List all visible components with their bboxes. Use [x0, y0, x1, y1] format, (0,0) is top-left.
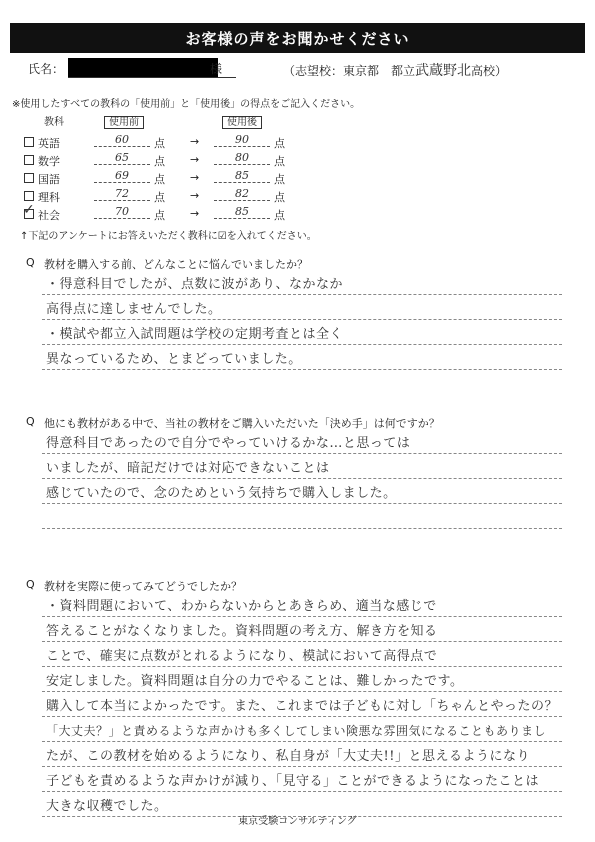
unit-label: 点: [154, 209, 165, 222]
answer-line: [42, 717, 562, 742]
answer-text: 購入して本当によかったです。また、これまでは子どもに対し「ちゃんとやったの？: [46, 699, 558, 714]
answer-line: [42, 617, 562, 642]
question-text: 教材を購入する前、どんなことに悩んでいましたか？: [44, 258, 308, 271]
answer-line: [42, 642, 562, 667]
school-field: [283, 60, 507, 80]
subject-label: 英語: [38, 137, 60, 150]
page-title: お客様の声をお聞かせください: [10, 23, 585, 53]
name-row: [28, 60, 568, 80]
answer-line: [42, 742, 562, 767]
score-before: 65: [94, 151, 150, 165]
name-label: 氏名：: [28, 62, 65, 76]
score-before: 72: [94, 187, 150, 201]
score-after: 82: [214, 187, 270, 201]
answer-line: [42, 320, 562, 345]
subject-label: 理科: [38, 191, 60, 204]
unit-label: 点: [154, 155, 165, 168]
answer-line: [42, 295, 562, 320]
unit-label: 点: [154, 173, 165, 186]
arrow-icon: →: [190, 153, 200, 166]
unit-label: 点: [154, 191, 165, 204]
answer-line: [42, 692, 562, 717]
score-after: 80: [214, 151, 270, 165]
arrow-icon: →: [190, 189, 200, 202]
answer-line: [42, 504, 562, 529]
answer-lines: [42, 270, 562, 370]
grade-row: [24, 153, 324, 169]
grade-row: [24, 189, 324, 205]
answer-line: [42, 592, 562, 617]
unit-label: 点: [274, 191, 285, 204]
grade-row: [23, 202, 324, 223]
answer-line: [42, 454, 562, 479]
question-mark-label: Q: [26, 415, 35, 428]
answer-text: 感じていたので、念のためという気持ちで購入しました。: [46, 486, 397, 501]
unit-label: 点: [274, 173, 285, 186]
question-text: 教材を実際に使ってみてどうでしたか？: [44, 580, 242, 593]
answer-text: 得意科目であったので自分でやっていけるかな…と思っては: [46, 436, 411, 451]
footnote: ↑下記のアンケートにお答えいただく教科に☑を入れてください。: [20, 231, 317, 242]
answer-text: 「大丈夫？」と責めるような声かけも多くしてしまい険悪な雰囲気になることもありまし: [46, 724, 547, 738]
answer-text: 子どもを責めるような声かけが減り、「見守る」ことができるようになったことは: [46, 774, 540, 789]
grade-row: [24, 135, 324, 151]
answer-lines: [42, 429, 562, 529]
answer-text: ・得意科目でしたが、点数に波があり、なかなか: [46, 277, 344, 292]
score-before: 70: [94, 205, 150, 219]
question-mark-label: Q: [26, 578, 35, 591]
score-after: 85: [214, 205, 270, 219]
answer-text: たが、この教材を始めるようになり、私自身が「大丈夫!!」と思えるようになり: [46, 749, 530, 764]
check-mark-icon: ✓: [23, 202, 35, 218]
answer-text: 高得点に達しませんでした。: [46, 302, 222, 317]
unit-label: 点: [274, 137, 285, 150]
before-header: [104, 113, 144, 128]
question-text: 他にも教材がある中で、当社の教材をご購入いただいた「決め手」は何ですか？: [44, 417, 440, 430]
answer-line: [42, 345, 562, 370]
school-prefix: （志望校：東京都 都立: [283, 64, 416, 78]
score-before: 69: [94, 169, 150, 183]
answer-text: 安定しました。資料問題は自分の力でやることは、難しかったです。: [46, 674, 464, 689]
after-header: [222, 113, 262, 128]
answer-text: いましたが、暗記だけでは対応できないことは: [46, 461, 330, 476]
subject-checkbox[interactable]: [24, 137, 34, 147]
subject-checkbox[interactable]: [24, 191, 34, 201]
honorific-label: 様: [210, 62, 223, 76]
after-header-label: 使用後: [222, 116, 262, 129]
subject-label: 数学: [38, 155, 60, 168]
answer-line: [42, 767, 562, 792]
school-name: 武蔵野北: [415, 63, 472, 79]
instructions: ※使用したすべての教科の「使用前」と「使用後」の得点をご記入ください。: [12, 99, 361, 110]
grade-row: [24, 171, 324, 187]
arrow-icon: →: [190, 207, 200, 220]
answer-line: [42, 667, 562, 692]
arrow-icon: →: [190, 171, 200, 184]
arrow-icon: →: [190, 135, 200, 148]
subject-label: 社会: [38, 209, 60, 222]
answer-text: ことで、確実に点数がとれるようになり、模試において高得点で: [46, 649, 438, 664]
answer-lines: [42, 592, 562, 817]
subject-checkbox[interactable]: [24, 173, 34, 183]
answer-line: [42, 429, 562, 454]
unit-label: 点: [274, 155, 285, 168]
score-before: 60: [94, 133, 150, 147]
name-underline: [68, 77, 236, 78]
unit-label: 点: [274, 209, 285, 222]
subject-label: 国語: [38, 173, 60, 186]
answer-text: ・模試や都立入試問題は学校の定期考査とは全く: [46, 327, 344, 342]
answer-text: ・資料問題において、わからないからとあきらめ、適当な感じで: [46, 599, 437, 614]
answer-text: 異なっているため、とまどっていました。: [46, 352, 302, 367]
score-after: 90: [214, 133, 270, 147]
answer-text: 答えることがなくなりました。資料問題の考え方、解き方を知る: [46, 624, 438, 639]
unit-label: 点: [154, 137, 165, 150]
subject-header: 教科: [44, 117, 64, 128]
answer-line: [42, 479, 562, 504]
score-after: 85: [214, 169, 270, 183]
answer-text: 大きな収穫でした。: [46, 799, 168, 814]
question-mark-label: Q: [26, 256, 35, 269]
answer-line: [42, 270, 562, 295]
subject-checkbox[interactable]: [24, 155, 34, 165]
before-header-label: 使用前: [104, 116, 144, 129]
school-suffix: 高校）: [471, 64, 508, 78]
footer-company: 東京受験コンサルティング: [238, 816, 357, 827]
name-redaction: [68, 58, 218, 77]
